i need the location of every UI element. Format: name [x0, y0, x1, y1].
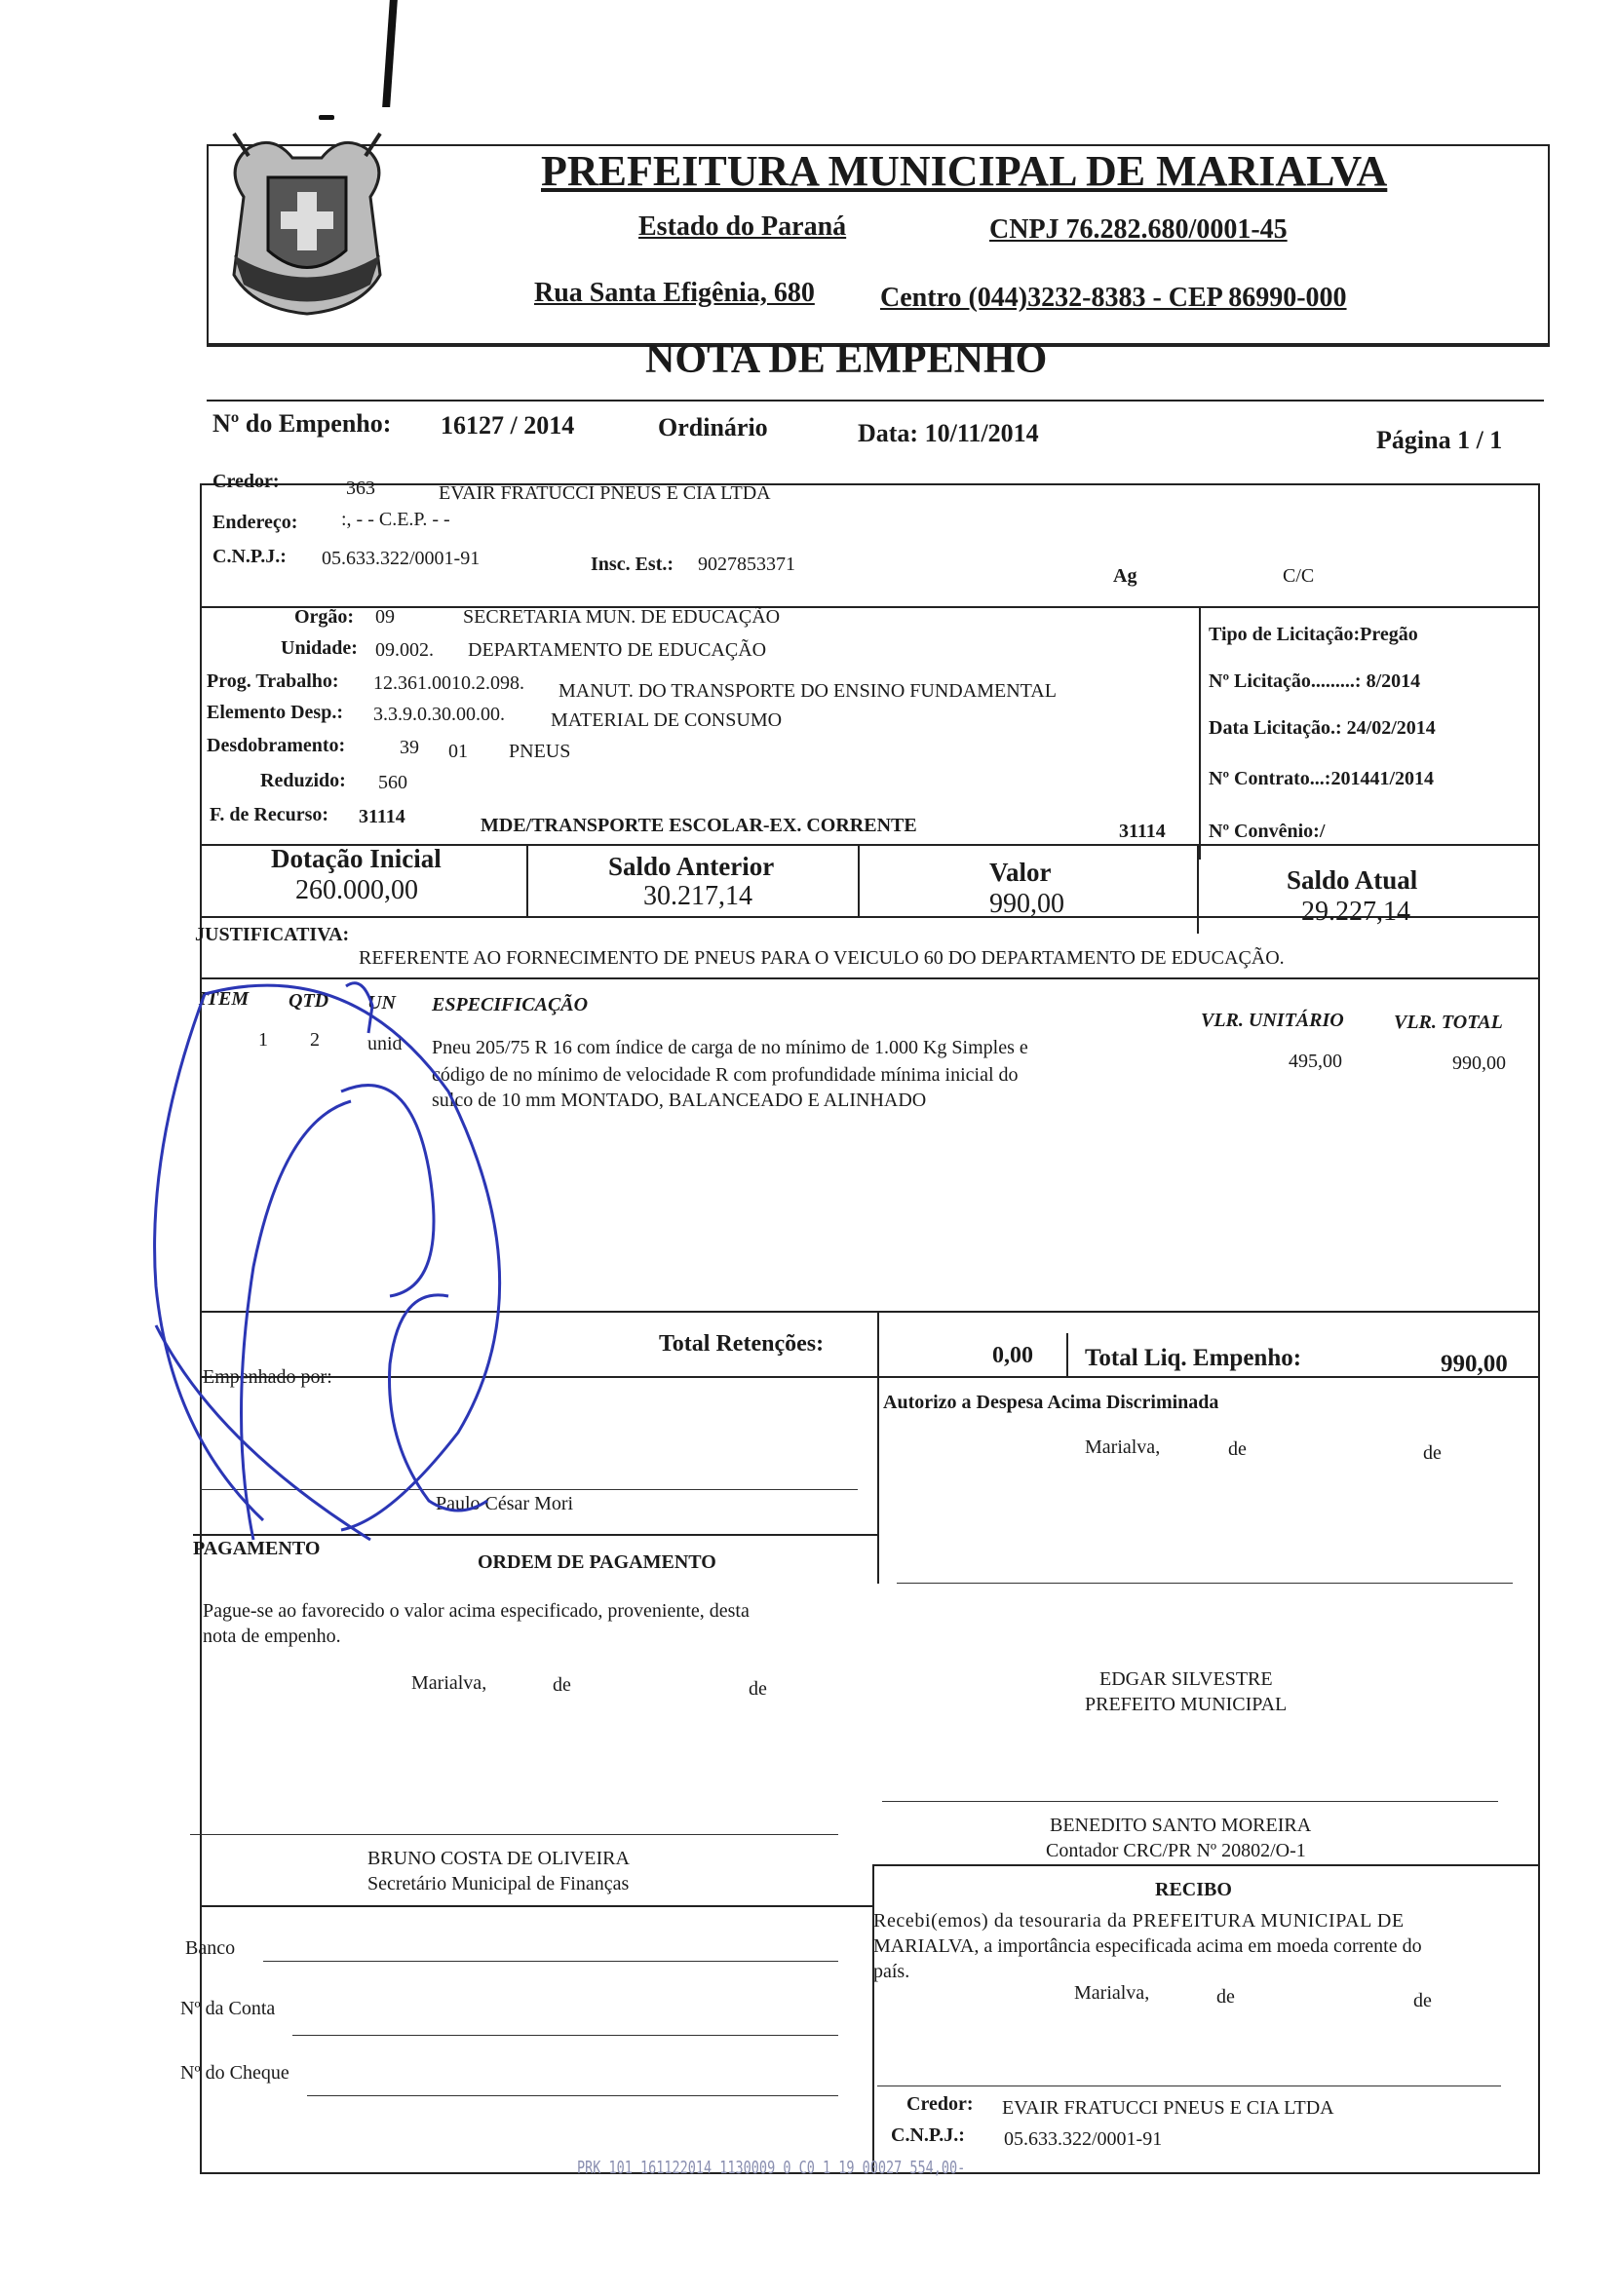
- cnpj-label: CNPJ 76.282.680/0001-45: [989, 214, 1288, 245]
- tipo-licitacao: Tipo de Licitação:Pregão: [1209, 624, 1418, 645]
- prefeito-signature-line: [897, 1583, 1513, 1584]
- cnpj-credor-label: C.N.P.J.:: [212, 546, 287, 567]
- total-liquido-value: 990,00: [1441, 1351, 1508, 1377]
- fonte-recurso-desc: MDE/TRANSPORTE ESCOLAR-EX. CORRENTE: [481, 815, 917, 836]
- autorizo-city: Marialva,: [1085, 1436, 1161, 1458]
- cheque-line: [307, 2095, 838, 2096]
- dotacao-inicial-value: 260.000,00: [295, 875, 418, 905]
- item-number: 1: [258, 1029, 268, 1051]
- empenho-number: 16127 / 2014: [441, 411, 575, 440]
- orgao-desc: SECRETARIA MUN. DE EDUCAÇÃO: [463, 606, 781, 628]
- col-header-qtd: QTD: [289, 990, 329, 1012]
- banco-line: [263, 1961, 838, 1962]
- coat-of-arms-logo: [214, 129, 400, 324]
- saldo-anterior-label: Saldo Anterior: [608, 852, 775, 881]
- empenho-number-label: Nº do Empenho:: [212, 409, 392, 438]
- bank-stamp: PRK 101 161122014 1130009 0 C0 1 19 00027 554,00-: [577, 2158, 966, 2178]
- title-divider: [207, 400, 1544, 402]
- col-header-vlr-total: VLR. TOTAL: [1394, 1012, 1503, 1033]
- scan-dot: [319, 115, 334, 120]
- state-label: Estado do Paraná: [638, 211, 847, 242]
- insc-est-label: Insc. Est.:: [591, 554, 674, 575]
- cnpj-credor-value: 05.633.322/0001-91: [322, 548, 481, 569]
- handwritten-signature: [136, 975, 643, 1559]
- numero-convenio: Nº Convênio:/: [1209, 821, 1326, 842]
- bank-section-divider: [200, 1905, 872, 1907]
- desdobramento-sub: 01: [448, 741, 468, 762]
- secretario-role: Secretário Municipal de Finanças: [367, 1873, 630, 1894]
- recibo-credor-value: EVAIR FRATUCCI PNEUS E CIA LTDA: [1002, 2097, 1334, 2119]
- saldo-anterior-value: 30.217,14: [643, 881, 752, 911]
- ag-label: Ag: [1113, 565, 1137, 587]
- banco-label: Banco: [185, 1937, 236, 1959]
- pagamento-text-2: nota de empenho.: [203, 1626, 341, 1647]
- prefeito-role: PREFEITO MUNICIPAL: [1085, 1694, 1288, 1715]
- pagamento-text-1: Pague-se ao favorecido o valor acima especificado, proveniente, desta: [203, 1600, 750, 1622]
- desdobramento-label: Desdobramento:: [207, 735, 346, 756]
- orgao-code: 09: [375, 606, 395, 628]
- page-title: PREFEITURA MUNICIPAL DE MARIALVA: [541, 147, 1388, 195]
- recibo-title: RECIBO: [1155, 1879, 1232, 1900]
- totals-divider-1: [877, 1311, 879, 1584]
- justificativa-text: REFERENTE AO FORNECIMENTO DE PNEUS PARA O VEICULO 60 DO DEPARTAMENTO DE EDUCAÇÃO.: [359, 947, 1285, 969]
- contador-signature-line: [882, 1801, 1498, 1802]
- fonte-recurso-label: F. de Recurso:: [210, 804, 329, 825]
- empenhado-por-label: Empenhado por:: [203, 1366, 332, 1388]
- desdobramento-code: 39: [400, 737, 419, 758]
- saldo-atual-label: Saldo Atual: [1287, 865, 1418, 895]
- pagamento-de-1: de: [553, 1674, 571, 1696]
- dotacao-inicial-label: Dotação Inicial: [271, 844, 442, 873]
- prog-trabalho-code: 12.361.0010.2.098.: [373, 672, 524, 694]
- desdobramento-desc: PNEUS: [509, 741, 571, 762]
- secretario-signature-line: [190, 1834, 838, 1835]
- insc-est-value: 9027853371: [698, 554, 795, 575]
- fonte-recurso-code-2: 31114: [1119, 821, 1166, 842]
- elemento-label: Elemento Desp.:: [207, 702, 343, 723]
- recibo-credor-label: Credor:: [906, 2093, 974, 2115]
- col-header-especificacao: ESPECIFICAÇÃO: [432, 994, 589, 1015]
- autorizo-text: Autorizo a Despesa Acima Discriminada: [883, 1392, 1219, 1413]
- values-divider-2: [858, 844, 860, 916]
- recibo-cnpj-label: C.N.P.J.:: [891, 2124, 965, 2146]
- item-vlr-total: 990,00: [1452, 1052, 1506, 1074]
- total-retencoes-value: 0,00: [992, 1343, 1033, 1368]
- recibo-de-2: de: [1413, 1990, 1432, 2011]
- empenhado-name: Paulo César Mori: [436, 1493, 574, 1514]
- empenho-date: Data: 10/11/2014: [858, 419, 1039, 447]
- pagamento-city: Marialva,: [411, 1672, 487, 1694]
- cheque-label: Nº do Cheque: [180, 2062, 289, 2084]
- item-vlr-unitario: 495,00: [1289, 1051, 1342, 1072]
- numero-licitacao: Nº Licitação.........: 8/2014: [1209, 670, 1421, 692]
- address-label: Rua Santa Efigênia, 680: [534, 278, 815, 308]
- fonte-recurso-code: 31114: [359, 806, 405, 827]
- item-desc-line-3: sulco de 10 mm MONTADO, BALANCEADO E ALINHADO: [432, 1090, 927, 1111]
- contador-name: BENEDITO SANTO MOREIRA: [1050, 1815, 1312, 1836]
- totals-divider-2: [1066, 1333, 1068, 1376]
- justificativa-label: JUSTIFICATIVA:: [195, 924, 350, 945]
- credor-label: Credor:: [212, 471, 280, 492]
- endereco-label: Endereço:: [212, 512, 298, 533]
- endereco-value: :, - - C.E.P. - -: [341, 509, 450, 530]
- recibo-text-3: país.: [873, 1961, 910, 1982]
- valor-value: 990,00: [989, 889, 1064, 919]
- valor-label: Valor: [989, 858, 1052, 887]
- recibo-city: Marialva,: [1074, 1982, 1150, 2004]
- pagamento-de-2: de: [749, 1678, 767, 1700]
- values-divider-3: [1197, 844, 1199, 934]
- secretario-name: BRUNO COSTA DE OLIVEIRA: [367, 1848, 630, 1869]
- item-desc-line-2: código de no mínimo de velocidade R com profundidade mínima inicial do: [432, 1064, 1019, 1086]
- col-header-vlr-unitario: VLR. UNITÁRIO: [1201, 1010, 1344, 1031]
- unidade-label: Unidade:: [281, 637, 358, 659]
- total-retencoes-label: Total Retenções:: [659, 1331, 825, 1357]
- licitacao-divider: [1199, 606, 1201, 860]
- item-desc-line-1: Pneu 205/75 R 16 com índice de carga de no mínimo de 1.000 Kg Simples e: [432, 1037, 1028, 1058]
- document-title: NOTA DE EMPENHO: [645, 337, 1048, 382]
- credor-divider: [200, 606, 1540, 608]
- elemento-desc: MATERIAL DE CONSUMO: [551, 709, 783, 731]
- scan-mark: [382, 0, 398, 107]
- conta-line: [292, 2035, 838, 2036]
- recibo-divider: [872, 1864, 1540, 1866]
- reduzido-label: Reduzido:: [260, 770, 346, 791]
- page-number: Página 1 / 1: [1376, 426, 1503, 454]
- unidade-desc: DEPARTAMENTO DE EDUCAÇÃO: [468, 639, 767, 661]
- prog-trabalho-desc: MANUT. DO TRANSPORTE DO ENSINO FUNDAMENTAL: [559, 680, 1057, 702]
- recibo-de-1: de: [1216, 1986, 1235, 2008]
- pagamento-label: PAGAMENTO: [193, 1538, 321, 1559]
- reduzido-code: 560: [378, 772, 407, 793]
- col-header-item: ITEM: [199, 988, 250, 1010]
- contact-label: Centro (044)3232-8383 - CEP 86990-000: [880, 283, 1347, 313]
- elemento-code: 3.3.9.0.30.00.00.: [373, 704, 505, 725]
- saldo-atual-value: 29.227,14: [1301, 897, 1410, 927]
- cc-label: C/C: [1283, 565, 1315, 587]
- autorizo-de-1: de: [1228, 1438, 1247, 1460]
- credor-name: EVAIR FRATUCCI PNEUS E CIA LTDA: [439, 482, 771, 504]
- empenho-type: Ordinário: [658, 413, 768, 441]
- numero-contrato: Nº Contrato...:201441/2014: [1209, 768, 1435, 789]
- recibo-cnpj-value: 05.633.322/0001-91: [1004, 2128, 1163, 2150]
- col-header-un: UN: [367, 992, 396, 1014]
- ordem-pagamento-title: ORDEM DE PAGAMENTO: [478, 1551, 716, 1573]
- recibo-text-2: MARIALVA, a importância especificada acima em moeda corrente do: [873, 1935, 1422, 1957]
- recibo-text-1: Recebi(emos) da tesouraria da PREFEITURA MUNICIPAL DE: [873, 1910, 1405, 1932]
- credor-code: 363: [346, 478, 375, 499]
- autorizo-de-2: de: [1423, 1442, 1442, 1464]
- total-liquido-label: Total Liq. Empenho:: [1085, 1345, 1302, 1371]
- conta-label: Nº da Conta: [180, 1998, 276, 2019]
- prog-trabalho-label: Prog. Trabalho:: [207, 670, 339, 692]
- values-divider-1: [526, 844, 528, 916]
- data-licitacao: Data Licitação.: 24/02/2014: [1209, 717, 1436, 739]
- contador-role: Contador CRC/PR Nº 20802/O-1: [1046, 1840, 1306, 1861]
- item-qtd: 2: [310, 1029, 320, 1051]
- item-un: unid: [367, 1033, 403, 1054]
- orgao-label: Orgão:: [294, 606, 355, 628]
- prefeito-name: EDGAR SILVESTRE: [1099, 1668, 1273, 1690]
- unidade-code: 09.002.: [375, 639, 434, 661]
